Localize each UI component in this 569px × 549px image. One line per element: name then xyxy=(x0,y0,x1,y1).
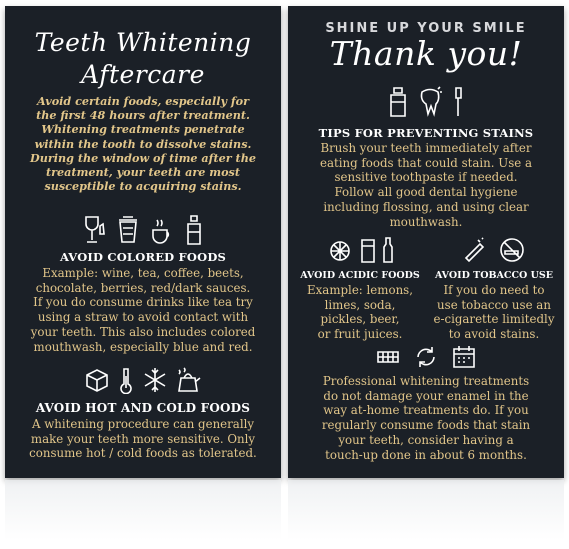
toothbrush-icon xyxy=(451,86,465,118)
intro-line: Avoid certain foods, especially for xyxy=(36,94,250,108)
no-smoking-icon xyxy=(498,236,526,264)
teeth-icon xyxy=(375,344,401,370)
text-line: or fruit juices. xyxy=(317,327,403,342)
text-line: to avoid stains. xyxy=(448,327,540,342)
lemon-icon xyxy=(327,236,353,264)
intro-line: susceptible to acquiring stains. xyxy=(44,179,242,194)
colored-foods-icons xyxy=(5,214,281,246)
text-line: Example: lemons, xyxy=(307,283,413,297)
acidic-foods-section xyxy=(294,236,426,342)
text-line: way at-home treatments do. If you xyxy=(323,403,529,418)
kettle-icon xyxy=(176,366,202,394)
text-line: Professional whitening treatments xyxy=(322,374,530,388)
acidic-icons xyxy=(294,236,426,268)
text-line: limes, soda, xyxy=(324,297,396,312)
closing-icons xyxy=(288,344,564,370)
wine-glass-icon xyxy=(81,214,107,246)
mouthwash-icon xyxy=(387,86,409,118)
text-line: touch-up done in about 6 months. xyxy=(325,447,527,462)
intro-line: During the window of time after the xyxy=(30,150,256,165)
colored-foods-text xyxy=(5,266,281,354)
text-line: regularly consume foods that stain xyxy=(321,418,531,433)
tips-icons xyxy=(288,86,564,118)
tobacco-section xyxy=(428,236,560,342)
text-line: make your teeth more sensitive. Only xyxy=(30,431,256,446)
aftercare-card xyxy=(5,6,281,478)
closing-text xyxy=(288,374,564,462)
text-line: consume hot / cold foods as tolerated. xyxy=(29,446,257,461)
card-reflection xyxy=(288,480,564,540)
calendar-icon xyxy=(451,344,477,370)
text-line: Example: wine, tea, coffee, beets, xyxy=(42,266,244,280)
bottle-icon xyxy=(383,236,393,264)
text-line: A whitening procedure can generally xyxy=(31,417,255,431)
colored-foods-heading: AVOID COLORED FOODS xyxy=(59,250,227,264)
intro-line: within the tooth to dissolve stains. xyxy=(34,136,252,151)
acidic-text xyxy=(294,283,426,342)
hot-cold-heading: AVOID HOT AND COLD FOODS xyxy=(35,401,251,415)
text-line: including flossing, and using clear xyxy=(323,199,529,214)
tea-cup-icon xyxy=(149,214,175,246)
text-line: mouthwash. xyxy=(389,214,463,229)
thank-you-title: Thank you! xyxy=(329,34,523,73)
acidic-heading: AVOID ACIDIC FOODS xyxy=(300,270,420,281)
text-line: sensitive toothpaste if needed. xyxy=(334,170,518,185)
text-line: your teeth, consider having a xyxy=(338,432,514,447)
tobacco-heading: AVOID TOBACCO USE xyxy=(435,270,553,281)
intro-paragraph xyxy=(5,94,281,193)
intro-line: Whitening treatments penetrate xyxy=(41,122,245,137)
snowflake-icon xyxy=(142,366,168,394)
ice-cube-icon xyxy=(84,366,110,394)
text-line: mouthwash, especially blue and red. xyxy=(33,339,253,354)
card-reflection xyxy=(5,480,281,540)
card-title-line1: Teeth Whitening xyxy=(34,28,252,57)
text-line: Follow all good dental hygiene xyxy=(334,185,518,200)
text-line: your teeth. This also includes colored xyxy=(30,324,256,339)
intro-line: treatment, your teeth are most xyxy=(45,165,241,180)
e-cigarette-icon xyxy=(462,236,486,264)
intro-line: the first 48 hours after treatment. xyxy=(36,108,250,123)
tips-heading: TIPS FOR PREVENTING STAINS xyxy=(318,126,534,140)
text-line: Brush your teeth immediately after xyxy=(320,141,532,155)
text-line: pickles, beer, xyxy=(320,312,400,327)
text-line: do not damage your enamel in the xyxy=(323,388,529,403)
hot-cold-icons xyxy=(5,366,281,394)
text-line: eating foods that could stain. Use a xyxy=(319,155,533,170)
coffee-cup-icon xyxy=(115,214,141,246)
tobacco-text xyxy=(428,283,560,342)
thank-you-card xyxy=(288,6,564,478)
text-line: If you do need to xyxy=(443,283,545,297)
text-line: chocolate, berries, red/dark sauces. xyxy=(35,280,251,295)
text-line: use tobacco use an xyxy=(437,297,551,312)
tooth-icon xyxy=(417,86,443,118)
tagline: SHINE UP YOUR SMILE xyxy=(325,21,527,36)
refresh-icon xyxy=(413,344,439,370)
tobacco-icons xyxy=(428,236,560,268)
text-line: using a straw to avoid contact with xyxy=(37,310,249,325)
soda-can-icon xyxy=(359,236,377,264)
text-line: e-cigarette limitedly xyxy=(433,312,555,327)
hot-cold-text xyxy=(5,417,281,461)
text-line: If you do consume drinks like tea try xyxy=(33,295,253,310)
tips-text xyxy=(288,141,564,229)
sauce-bottle-icon xyxy=(183,214,205,246)
card-title-line2: Aftercare xyxy=(81,60,205,89)
thermometer-icon xyxy=(118,366,134,394)
